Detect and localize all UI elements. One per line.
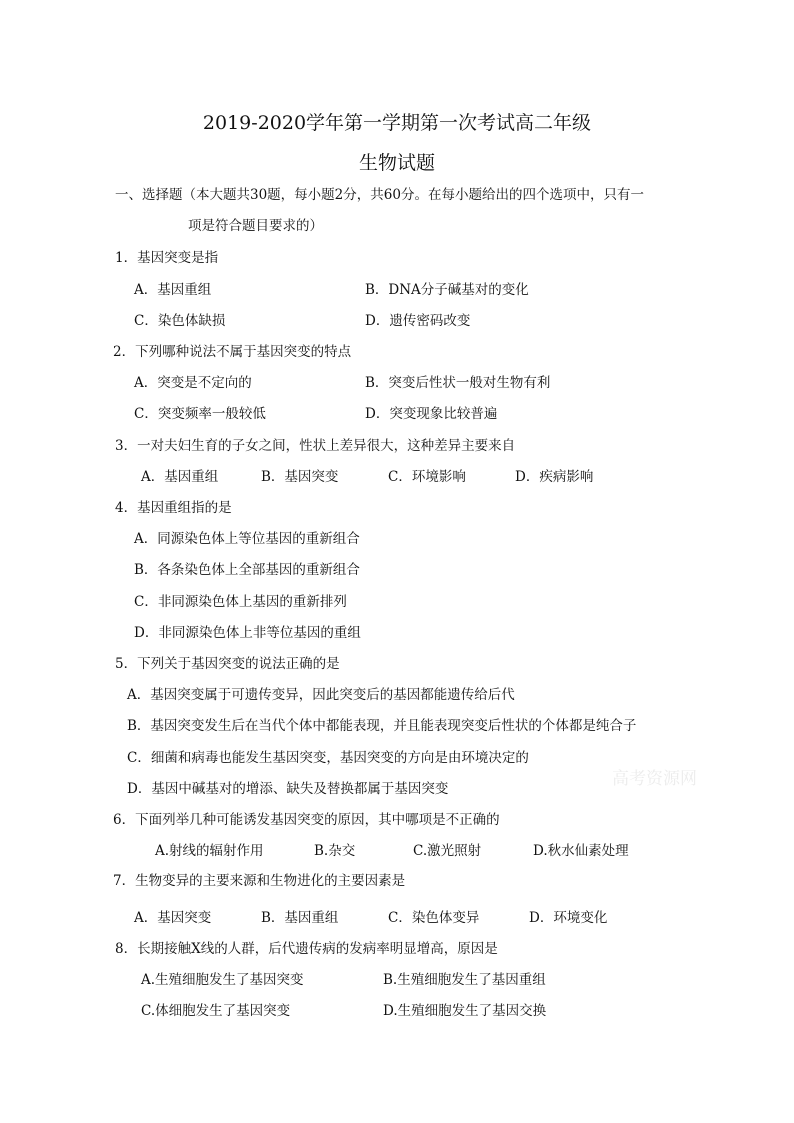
- question-1-option-b: B．DNA分子碱基对的变化: [365, 282, 529, 298]
- question-6-option-a: A.射线的辐射作用: [155, 843, 264, 859]
- question-1-option-c: C．染色体缺损: [134, 313, 226, 329]
- question-5-option-a: A．基因突变属于可遗传变异，因此突变后的基因都能遗传给后代: [127, 687, 515, 703]
- question-6-option-c: C.激光照射: [413, 843, 482, 859]
- question-3-option-d: D．疾病影响: [515, 469, 594, 485]
- question-6-option-d: D.秋水仙素处理: [533, 843, 629, 859]
- watermark: 高考资源网: [612, 769, 697, 789]
- question-8-stem: 8．长期接触X线的人群，后代遗传病的发病率明显增高，原因是: [115, 941, 498, 957]
- question-5-option-d: D．基因中碱基对的增添、缺失及替换都属于基因突变: [127, 781, 449, 797]
- question-6-stem: 6．下面列举几种可能诱发基因突变的原因，其中哪项是不正确的: [113, 812, 500, 828]
- question-1-option-a: A．基因重组: [134, 282, 212, 298]
- question-4-stem: 4．基因重组指的是: [115, 500, 232, 516]
- question-8-option-c: C.体细胞发生了基因突变: [141, 1003, 291, 1019]
- question-5-option-c: C．细菌和病毒也能发生基因突变，基因突变的方向是由环境决定的: [127, 750, 529, 766]
- question-8-option-d: D.生殖细胞发生了基因交换: [383, 1003, 547, 1019]
- section-heading-continued: 项是符合题目要求的）: [188, 218, 323, 234]
- question-1-stem: 1．基因突变是指: [115, 250, 219, 266]
- question-7-stem: 7．生物变异的主要来源和生物进化的主要因素是: [113, 873, 406, 889]
- page-title: 2019-2020学年第一学期第一次考试高二年级: [202, 112, 592, 134]
- question-4-option-c: C．非同源染色体上基因的重新排列: [134, 594, 347, 610]
- question-3-option-a: A．基因重组: [141, 469, 219, 485]
- question-2-option-c: C．突变频率一般较低: [134, 406, 266, 422]
- question-5-stem: 5．下列关于基因突变的说法正确的是: [115, 656, 340, 672]
- question-5-option-b: B．基因突变发生后在当代个体中都能表现，并且能表现突变后性状的个体都是纯合子: [127, 718, 637, 734]
- question-7-option-b: B．基因重组: [261, 910, 339, 926]
- question-7-option-c: C．染色体变异: [388, 910, 480, 926]
- question-2-stem: 2．下列哪种说法不属于基因突变的特点: [113, 344, 352, 360]
- question-3-option-b: B．基因突变: [261, 469, 339, 485]
- section-heading: 一、选择题（本大题共30题，每小题2分，共60分。在每小题给出的四个选项中，只有一: [115, 187, 644, 203]
- question-2-option-b: B．突变后性状一般对生物有利: [365, 375, 551, 391]
- question-8-option-b: B.生殖细胞发生了基因重组: [383, 972, 546, 988]
- question-3-option-c: C．环境影响: [388, 469, 466, 485]
- question-2-option-a: A．突变是不定向的: [134, 375, 252, 391]
- question-8-option-a: A.生殖细胞发生了基因突变: [141, 972, 304, 988]
- question-1-option-d: D．遗传密码改变: [365, 313, 471, 329]
- question-7-option-a: A．基因突变: [134, 910, 212, 926]
- question-3-stem: 3．一对夫妇生育的子女之间，性状上差异很大，这种差异主要来自: [115, 438, 516, 454]
- question-2-option-d: D．突变现象比较普遍: [365, 406, 498, 422]
- question-7-option-d: D．环境变化: [529, 910, 608, 926]
- question-4-option-d: D．非同源染色体上非等位基因的重组: [134, 625, 361, 641]
- question-4-option-b: B．各条染色体上全部基因的重新组合: [134, 562, 360, 578]
- page-subtitle: 生物试题: [358, 152, 435, 174]
- question-6-option-b: B.杂交: [314, 843, 356, 859]
- question-4-option-a: A．同源染色体上等位基因的重新组合: [134, 531, 360, 547]
